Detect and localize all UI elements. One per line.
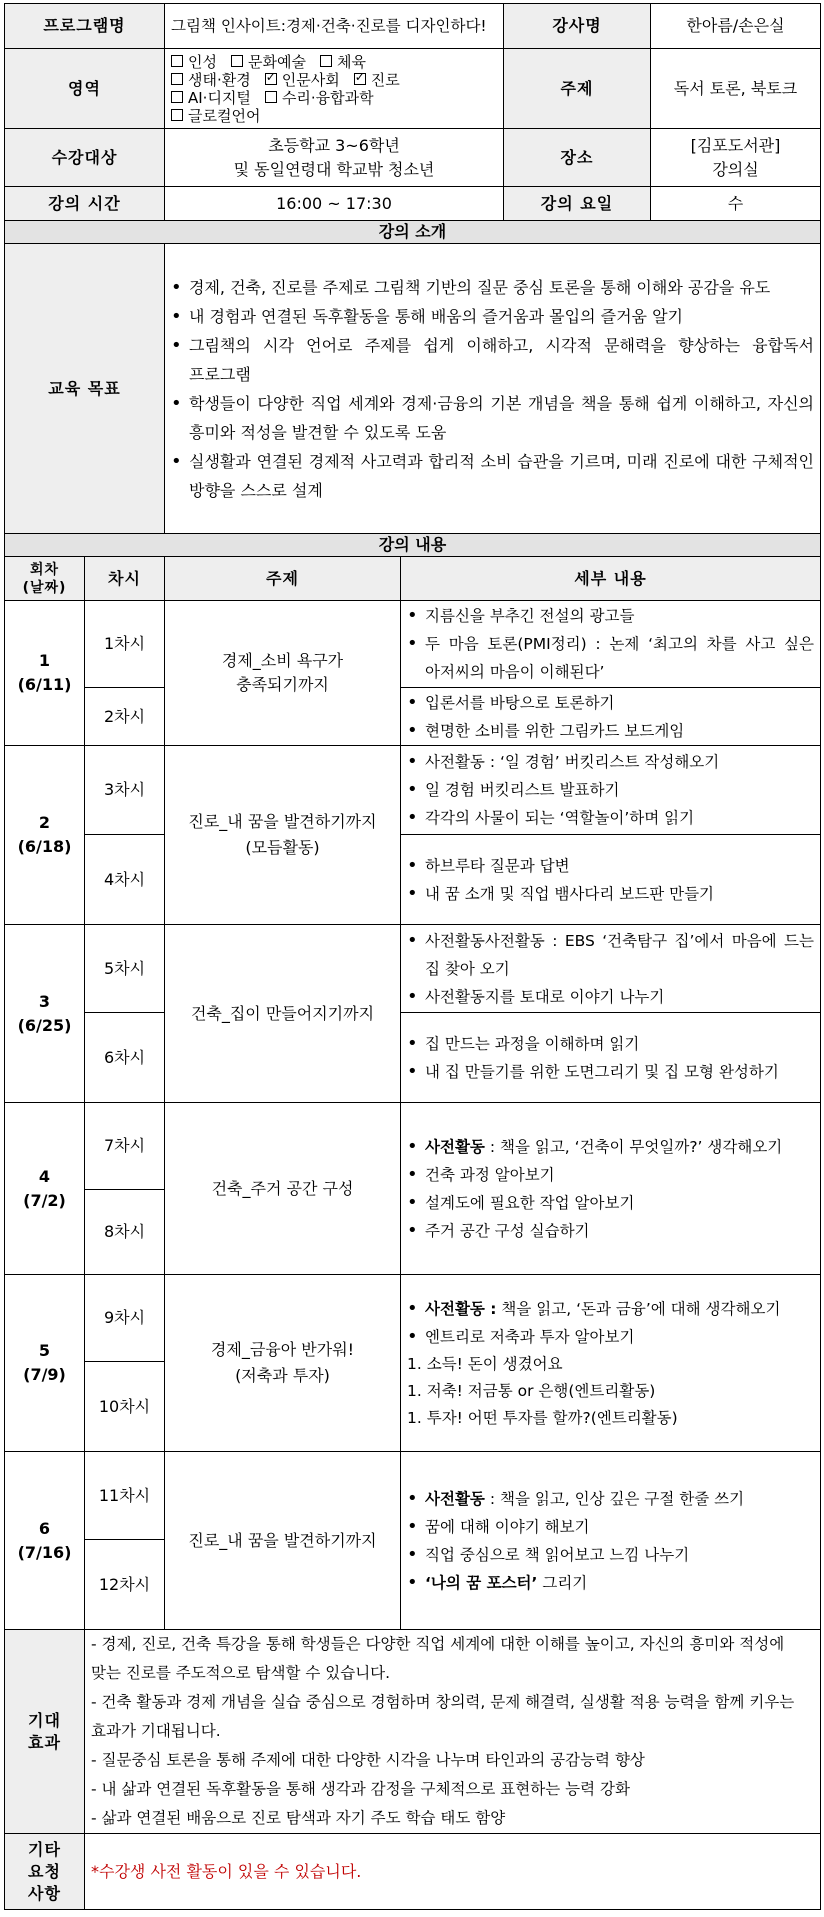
session-label: 11차시 xyxy=(85,1452,165,1540)
effect-line: - 삶과 연결된 배움으로 진로 탐색과 자기 주도 학습 태도 함양 xyxy=(91,1809,506,1827)
numbered-item: 1. 투자! 어떤 투자를 할까?(엔트리활동) xyxy=(407,1408,678,1427)
round-topic: 진로_내 꿈을 발견하기까지 (모듬활동) xyxy=(165,746,401,925)
detail-item: • 집 만드는 과정을 이해하며 읽기 xyxy=(401,1030,814,1058)
round-topic: 진로_내 꿈을 발견하기까지 xyxy=(165,1452,401,1630)
place-label: 장소 xyxy=(504,129,651,187)
round-1-cell xyxy=(5,601,85,746)
detail-item: • 내 집 만들기를 위한 도면그리기 및 집 모형 완성하기 xyxy=(401,1058,814,1086)
session-label: 10차시 xyxy=(85,1362,165,1452)
session-detail xyxy=(401,746,821,835)
detail-item: • 두 마음 토론(PMI정리) : 논제 ‘최고의 차를 사고 싶은 아저씨의 마음이 이해된다’ xyxy=(401,630,814,686)
checkbox-icon xyxy=(171,109,183,121)
session-detail xyxy=(401,601,821,688)
checkbox-icon xyxy=(265,91,277,103)
round-topic: 경제_소비 욕구가 충족되기까지 xyxy=(165,601,401,746)
detail-item: • 내 꿈 소개 및 직업 뱀사다리 보드판 만들기 xyxy=(401,880,814,908)
area-option: ✓ 인문사회 xyxy=(265,72,340,89)
round-date: (7/16) xyxy=(17,1542,72,1562)
area-option: 체육 xyxy=(320,54,366,71)
checked-box-icon xyxy=(354,73,366,85)
area-option: 수리·융합과학 xyxy=(265,90,374,107)
session-label: 9차시 xyxy=(85,1275,165,1362)
detail-item: • 건축 과정 알아보기 xyxy=(401,1161,814,1189)
goal-item: • 학생들이 다양한 직업 세계와 경제·금융의 기본 개념을 책을 통해 쉽게 이해하고, 자신의 흥미와 적성을 발견할 수 있도록 도움 xyxy=(165,389,814,447)
round-3-cell xyxy=(5,925,85,1103)
session-label: 3차시 xyxy=(85,746,165,835)
target-line-1: 초등학교 3~6학년 xyxy=(268,135,400,155)
time-label: 강의 시간 xyxy=(5,187,165,221)
detail-item: • 사전활동 : 책을 읽고, 인상 깊은 구절 한줄 쓰기 xyxy=(401,1485,814,1513)
header-round: 회차 (날짜) xyxy=(5,557,85,601)
session-label: 6차시 xyxy=(85,1013,165,1103)
detail-item: • 하브루타 질문과 답변 xyxy=(401,852,814,880)
round-2-cell xyxy=(5,746,85,925)
header-detail: 세부 내용 xyxy=(401,557,821,601)
goal-list xyxy=(165,273,814,505)
program-title: 그림책 인사이트:경제·건축·진로를 디자인하다! xyxy=(165,4,504,49)
detail-item: • 꿈에 대해 이야기 해보기 xyxy=(401,1513,814,1541)
area-option: ✓ 진로 xyxy=(354,72,400,89)
effects-label: 기대 효과 xyxy=(5,1630,85,1834)
checkbox-icon xyxy=(231,55,243,67)
target-value xyxy=(165,129,504,187)
round-topic: 건축_주거 공간 구성 xyxy=(165,1103,401,1275)
detail-item: • 엔트리로 저축과 투자 알아보기 xyxy=(401,1323,814,1351)
round-date: (6/11) xyxy=(17,675,72,694)
round-5-cell xyxy=(5,1275,85,1452)
round-number: 3 xyxy=(38,991,51,1011)
detail-item: • 주거 공간 구성 실습하기 xyxy=(401,1217,814,1245)
lecture-plan-table xyxy=(4,3,821,1910)
day-label: 강의 요일 xyxy=(504,187,651,221)
area-checklist xyxy=(165,49,504,129)
checked-box-icon xyxy=(265,73,277,85)
detail-item: • 사전활동 : ‘일 경험’ 버킷리스트 작성해오기 xyxy=(401,748,814,776)
topic-value: 독서 토론, 북토크 xyxy=(651,49,821,129)
effect-line: - 경제, 진로, 건축 특강을 통해 학생들은 다양한 직업 세계에 대한 이해를 높이고, 자신의 흥미와 적성에 맞는 진로를 주도적으로 탐색할 수 있습니다. xyxy=(91,1635,785,1682)
checkbox-icon xyxy=(171,91,183,103)
session-label: 2차시 xyxy=(85,688,165,746)
intro-section-title: 강의 소개 xyxy=(5,221,821,244)
goal-label: 교육 목표 xyxy=(5,244,165,534)
checkbox-icon xyxy=(171,73,183,85)
round-date: (6/25) xyxy=(17,1015,72,1035)
round-number: 5 xyxy=(38,1341,51,1360)
effect-line: - 질문중심 토론을 통해 주제에 대한 다양한 시각을 나누며 타인과의 공감능력 향상 xyxy=(91,1751,645,1769)
round-date: (7/9) xyxy=(23,1365,66,1384)
goal-item: • 실생활과 연결된 경제적 사고력과 합리적 소비 습관을 기르며, 미래 진로에 대한 구체적인 방향을 스스로 설계 xyxy=(165,447,814,505)
area-option: 생태·환경 xyxy=(171,72,251,89)
round-topic: 건축_집이 만들어지기까지 xyxy=(165,925,401,1103)
session-label: 12차시 xyxy=(85,1540,165,1630)
session-detail xyxy=(401,1103,821,1275)
detail-item: • 일 경험 버킷리스트 발표하기 xyxy=(401,776,814,804)
round-topic: 경제_금융아 반가워! (저축과 투자) xyxy=(165,1275,401,1452)
instructor-value: 한아름/손은실 xyxy=(651,4,821,49)
detail-item: • 입론서를 바탕으로 토론하기 xyxy=(401,689,814,717)
goal-item: • 그림책의 시각 언어로 주제를 쉽게 이해하고, 시각적 문해력을 향상하는 융합독서 프로그램 xyxy=(165,331,814,389)
session-detail xyxy=(401,835,821,925)
session-detail xyxy=(401,1275,821,1452)
header-topic: 주제 xyxy=(165,557,401,601)
round-number: 6 xyxy=(38,1518,51,1538)
numbered-item: 1. 소득! 돈이 생겼어요 xyxy=(407,1354,563,1373)
content-section-title: 강의 내용 xyxy=(5,534,821,557)
detail-item: • 사전활동 : 책을 읽고, ‘건축이 무엇일까?’ 생각해오기 xyxy=(401,1133,814,1161)
place-line-1: [김포도서관] xyxy=(690,135,781,155)
detail-item: • 직업 중심으로 책 읽어보고 느낌 나누기 xyxy=(401,1541,814,1569)
checkbox-icon xyxy=(171,55,183,67)
instructor-label: 강사명 xyxy=(504,4,651,49)
round-6-cell xyxy=(5,1452,85,1630)
other-label: 기타 요청 사항 xyxy=(5,1834,85,1910)
area-label: 영역 xyxy=(5,49,165,129)
header-session: 차시 xyxy=(85,557,165,601)
detail-item: • 현명한 소비를 위한 그림카드 보드게임 xyxy=(401,717,814,745)
session-label: 4차시 xyxy=(85,835,165,925)
detail-item: • 사전활동지를 토대로 이야기 나누기 xyxy=(401,983,814,1011)
area-option: AI·디지털 xyxy=(171,90,251,107)
time-value: 16:00 ~ 17:30 xyxy=(165,187,504,221)
session-detail xyxy=(401,688,821,746)
detail-item: • 각각의 사물이 되는 ‘역할놀이’하며 읽기 xyxy=(401,804,814,832)
session-label: 5차시 xyxy=(85,925,165,1013)
round-4-cell xyxy=(5,1103,85,1275)
day-value: 수 xyxy=(651,187,821,221)
detail-item: • 설계도에 필요한 작업 알아보기 xyxy=(401,1189,814,1217)
target-label: 수강대상 xyxy=(5,129,165,187)
detail-item: • 사전활동 : 책을 읽고, ‘돈과 금융’에 대해 생각해오기 xyxy=(401,1295,814,1323)
round-number: 2 xyxy=(38,813,51,832)
area-option: 인성 xyxy=(171,54,217,71)
checkbox-icon xyxy=(320,55,332,67)
target-line-2: 및 동일연령대 학교밖 청소년 xyxy=(233,159,435,179)
round-number: 4 xyxy=(38,1166,51,1186)
detail-item: • 지름신을 부추긴 전설의 광고들 xyxy=(401,602,814,630)
place-value xyxy=(651,129,821,187)
session-detail xyxy=(401,925,821,1013)
round-number: 1 xyxy=(38,651,51,670)
area-option: 글로컬언어 xyxy=(171,108,260,125)
other-note: *수강생 사전 활동이 있을 수 있습니다. xyxy=(85,1834,821,1910)
area-option: 문화예술 xyxy=(231,54,306,71)
effect-line: - 건축 활동과 경제 개념을 실습 중심으로 경험하며 창의력, 문제 해결력, 실생활 적용 능력을 함께 키우는 효과가 기대됩니다. xyxy=(91,1693,795,1740)
round-date: (6/18) xyxy=(17,837,72,856)
goal-item: • 경제, 건축, 진로를 주제로 그림책 기반의 질문 중심 토론을 통해 이해와 공감을 유도 xyxy=(165,273,814,302)
program-label: 프로그램명 xyxy=(5,4,165,49)
session-label: 7차시 xyxy=(85,1103,165,1190)
goal-list-cell xyxy=(165,244,821,534)
detail-item: • ‘나의 꿈 포스터’ 그리기 xyxy=(401,1569,814,1597)
effects-text xyxy=(85,1630,821,1834)
detail-item: • 사전활동사전활동 : EBS ‘건축탐구 집’에서 마음에 드는 집 찾아 오기 xyxy=(401,927,814,983)
topic-label: 주제 xyxy=(504,49,651,129)
effect-line: - 내 삶과 연결된 독후활동을 통해 생각과 감정을 구체적으로 표현하는 능력 강화 xyxy=(91,1780,630,1798)
place-line-2: 강의실 xyxy=(712,159,759,179)
goal-item: • 내 경험과 연결된 독후활동을 통해 배움의 즐거움과 몰입의 즐거움 알기 xyxy=(165,302,814,331)
session-detail xyxy=(401,1452,821,1630)
session-label: 1차시 xyxy=(85,601,165,688)
session-detail xyxy=(401,1013,821,1103)
numbered-item: 1. 저축! 저금통 or 은행(엔트리활동) xyxy=(407,1381,656,1400)
round-date: (7/2) xyxy=(23,1190,66,1210)
session-label: 8차시 xyxy=(85,1190,165,1275)
